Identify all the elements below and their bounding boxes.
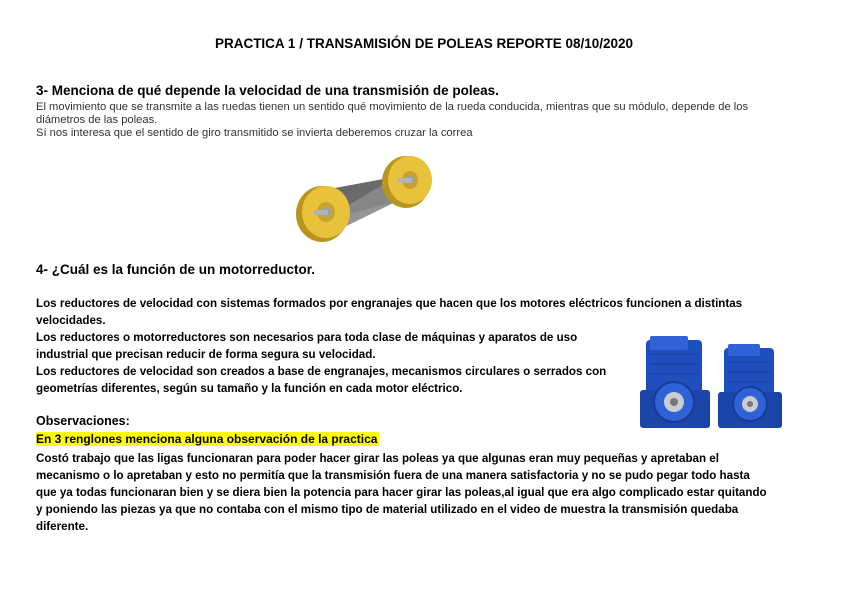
crossed-belt-pulleys-image	[292, 152, 434, 247]
answer-line: Los reductores de velocidad con sistemas formados por engranajes que hacen que los motores eléctricos funcionen a distintas	[36, 297, 743, 310]
answer-line: Costó trabajo que las ligas funcionaran para poder hacer girar las poleas ya que algunas eran muy pequeñas y apretaban el	[36, 452, 719, 465]
answer-line: El movimiento que se transmite a las ruedas tienen un sentido qué movimiento de la rueda conducida, mientras que su módulo, depende de los	[36, 101, 749, 113]
answer-line: mecanismo o lo apretaban y esto no permitía que la transmisión fuera de una manera satisfactoria y no se pudo pegar todo hasta	[36, 469, 750, 482]
answer-line: Los reductores o motorreductores son necesarios para toda clase de máquinas y aparatos de uso	[36, 331, 578, 344]
question-3-answer	[36, 101, 816, 140]
answer-line: diferente.	[36, 520, 89, 533]
observations-label: Observaciones:	[36, 414, 130, 428]
answer-line: y poniendo las piezas ya que no contaba con el mismo tipo de material utilizado en el video de muestra la transmisión quedaba	[36, 503, 739, 516]
answer-line: que ya todas funcionaran bien y se diera bien la potencia para hacer girar las poleas,al igual que era algo complicado estar quitando	[36, 486, 767, 499]
answer-line: velocidades.	[36, 314, 106, 327]
gear-motors-image	[640, 330, 788, 434]
answer-line: Sí nos interesa que el sentido de giro transmitido se invierta deberemos cruzar la correa	[36, 127, 473, 139]
document-title: PRACTICA 1 / TRANSAMISIÓN DE POLEAS REPORTE 08/10/2020	[214, 36, 634, 51]
observations-prompt: En 3 renglones menciona alguna observación de la practica	[36, 432, 378, 446]
answer-line: Los reductores de velocidad son creados a base de engranajes, mecanismos circulares o serrados con	[36, 365, 607, 378]
question-3-heading: 3- Menciona de qué depende la velocidad de una transmisión de poleas.	[36, 83, 499, 98]
observations-answer	[36, 450, 826, 535]
answer-line: diámetros de las poleas.	[36, 114, 158, 126]
question-4-heading: 4- ¿Cuál es la función de un motorreductor.	[36, 262, 316, 277]
answer-line: industrial que precisan reducir de forma segura su velocidad.	[36, 348, 376, 361]
answer-line: geometrías diferentes, según su tamaño y la función en cada motor eléctrico.	[36, 382, 463, 395]
